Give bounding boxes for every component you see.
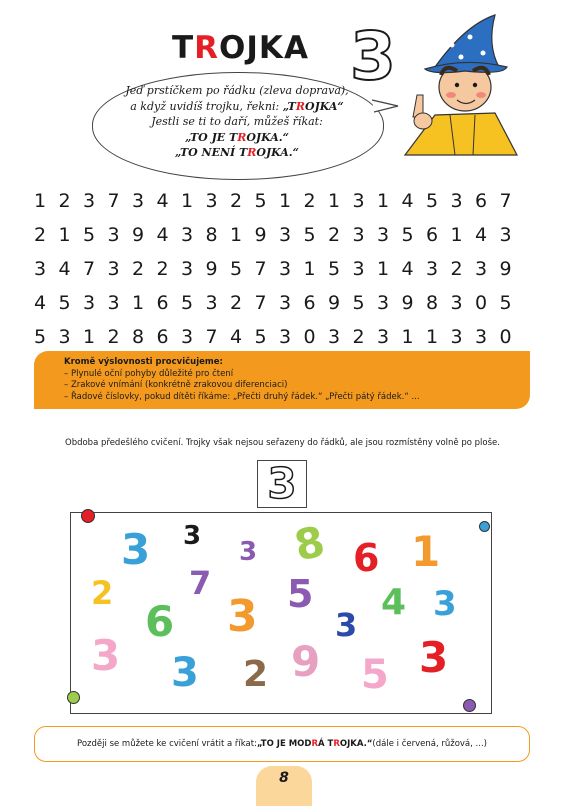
scattered-number: 1	[411, 527, 441, 576]
speech-text: Jeď prstíčkem po řádku (zleva doprava), a když uvidíš trojku, řekni: „TROJKA“ Jestli se ti to daří, můžeš říkat: „TO JE TROJKA.“ „TO NENÍ TROJKA.“	[125, 84, 349, 159]
info-heading: Kromě výslovnosti procvičujeme:	[64, 357, 223, 367]
scattered-number: 3	[419, 633, 449, 682]
scattered-number: 9	[291, 637, 321, 686]
target-digit-box: 3	[257, 460, 307, 508]
scattered-number: 6	[145, 597, 175, 646]
grid-row-1: 1 2 3 7 3 4 1 3 2 5 1 2 1 3 1 4 5 3 6 7	[34, 190, 512, 212]
scattered-number: 3	[121, 525, 151, 574]
scattered-number: 3	[433, 584, 457, 624]
exercise-instruction: Obdoba předešlého cvičení. Trojky však nejsou seřazeny do řádků, ale jsou rozmístěny volně po ploše.	[65, 438, 500, 448]
grid-row-3: 3 4 7 3 2 2 3 9 5 7 3 1 5 3 1 4 3 2 3 9	[34, 258, 512, 280]
scattered-number: 4	[381, 582, 407, 623]
bottom-note: Později se můžete ke cvičení vrátit a říkat: „TO JE MOD R Á T R OJKA.“ (dále i červená, růžová, ...)	[34, 726, 530, 762]
page-title: TROJKA	[172, 30, 309, 66]
scattered-numbers-board	[70, 512, 492, 714]
scattered-number: 2	[243, 654, 269, 695]
scattered-number: 3	[239, 537, 258, 567]
scattered-number: 3	[183, 521, 202, 551]
scattered-number: 5	[361, 652, 389, 698]
scattered-number: 6	[353, 536, 380, 580]
scattered-number: 3	[335, 606, 358, 644]
grid-row-4: 4 5 3 3 1 6 5 3 2 7 3 6 9 5 3 9 8 3 0 5	[34, 292, 512, 314]
grid-row-2: 2 1 5 3 9 4 3 8 1 9 3 5 2 3 3 5 6 1 4 3	[34, 224, 512, 246]
number-grid	[34, 184, 524, 354]
pin-red	[81, 509, 95, 523]
info-item: – Plynulé oční pohyby důležité pro čtení	[64, 368, 234, 379]
page-number: 8	[279, 770, 289, 786]
scattered-number: 3	[227, 591, 258, 642]
info-item: – Řadové číslovky, pokud dítěti říkáme: „Přečti druhý řádek.“ „Přečti pátý řádek.“ ...	[64, 391, 420, 402]
scattered-number: 8	[290, 516, 329, 571]
pin-green	[67, 691, 80, 704]
scattered-number: 3	[171, 650, 199, 696]
gnome-illustration	[395, 5, 525, 165]
pin-purple	[463, 699, 476, 712]
scattered-number: 2	[91, 574, 114, 612]
page-number-tab	[256, 766, 312, 806]
pin-blue	[479, 521, 490, 532]
info-text	[64, 357, 420, 403]
outlined-three-digit: 3	[350, 18, 396, 95]
grid-row-5: 5 3 1 2 8 6 3 7 4 5 3 0 3 2 3 1 1 3 3 0	[34, 326, 512, 348]
scattered-number: 3	[91, 631, 121, 680]
scattered-number: 7	[189, 564, 212, 602]
info-item: – Zrakové vnímání (konkrétně zrakovou diferenciaci)	[64, 380, 288, 390]
scattered-number: 5	[287, 572, 314, 616]
